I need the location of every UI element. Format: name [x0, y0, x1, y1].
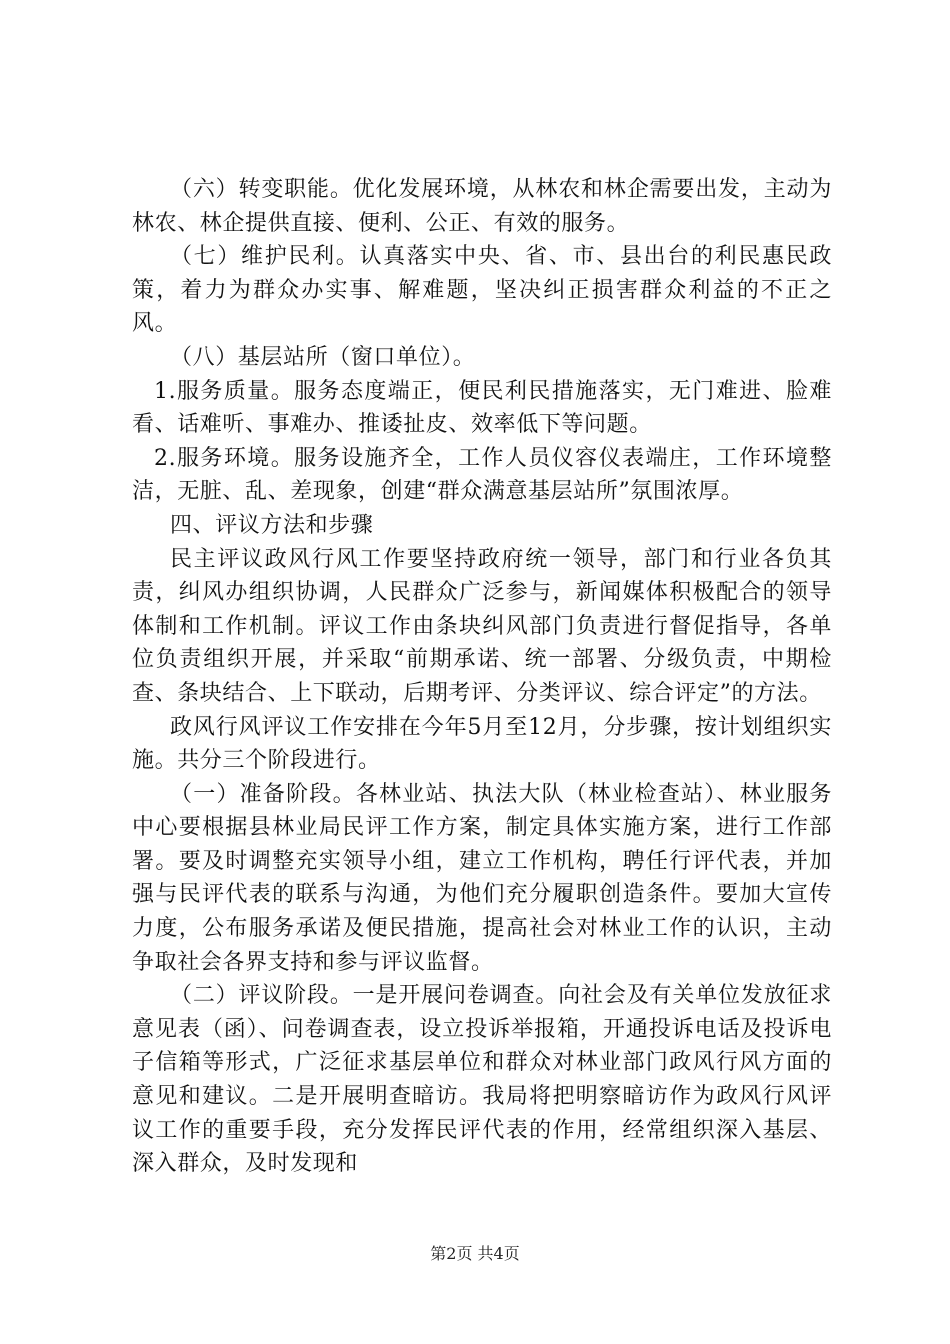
paragraph-evaluation-stage: （二）评议阶段。一是开展问卷调查。向社会及有关单位发放征求意见表（函）、问卷调查表，设立投诉举报箱，开通投诉电话及投诉电子信箱等形式，广泛征求基层单位和群众对林业部门政风行风方面的意见和建议。二是开展明查暗访。我局将把明察暗访作为政风行风评议工作的重要手段，充分发挥民评代表的作用，经常组织深入基层、深入群众，及时发现和: [132, 983, 832, 1177]
paragraph-transform-functions: （六）转变职能。优化发展环境，从林农和林企需要出发，主动为林农、林企提供直接、便利、公正、有效的服务。: [132, 177, 832, 236]
paragraph-service-quality: 1.服务质量。服务态度端正，便民利民措施落实，无门难进、脸难看、话难听、事难办、推诿扯皮、效率低下等问题。: [132, 378, 832, 438]
paragraph-protect-public-interest: （七）维护民利。认真落实中央、省、市、县出台的利民惠民政策，着力为群众办实事、解难题，坚决纠正损害群众利益的不正之风。: [132, 244, 832, 337]
document-body: [132, 173, 832, 1181]
paragraph-evaluation-schedule: 政风行风评议工作安排在今年5月至12月，分步骤，按计划组织实施。共分三个阶段进行。: [132, 714, 832, 774]
paragraph-preparation-stage: （一）准备阶段。各林业站、执法大队（林业检查站）、林业服务中心要根据县林业局民评工作方案，制定具体实施方案，进行工作部署。要及时调整充实领导小组，建立工作机构，聘任行评代表，并加强与民评代表的联系与沟通，为他们充分履职创造条件。要加大宣传力度，公布服务承诺及便民措施，提高社会对林业工作的认识，主动争取社会各界支持和参与评议监督。: [132, 781, 832, 975]
paragraph-evaluation-leadership: 民主评议政风行风工作要坚持政府统一领导，部门和行业各负其责，纠风办组织协调，人民群众广泛参与，新闻媒体积极配合的领导体制和工作机制。评议工作由条块纠风部门负责进行督促指导，各单位负责组织开展，并采取“前期承诺、统一部署、分级负责，中期检查、条块结合、上下联动，后期考评、分类评议、综合评定”的方法。: [132, 546, 832, 706]
section-heading-methods-steps: 四、评议方法和步骤: [170, 512, 374, 538]
page-number-footer: 第2页 共4页: [430, 1244, 520, 1263]
paragraph-grassroots-stations: （八）基层站所（窗口单位）。: [170, 344, 476, 370]
paragraph-service-environment: 2.服务环境。服务设施齐全，工作人员仪容仪表端庄，工作环境整洁，无脏、乱、差现象，创建“群众满意基层站所”氛围浓厚。: [132, 445, 832, 505]
